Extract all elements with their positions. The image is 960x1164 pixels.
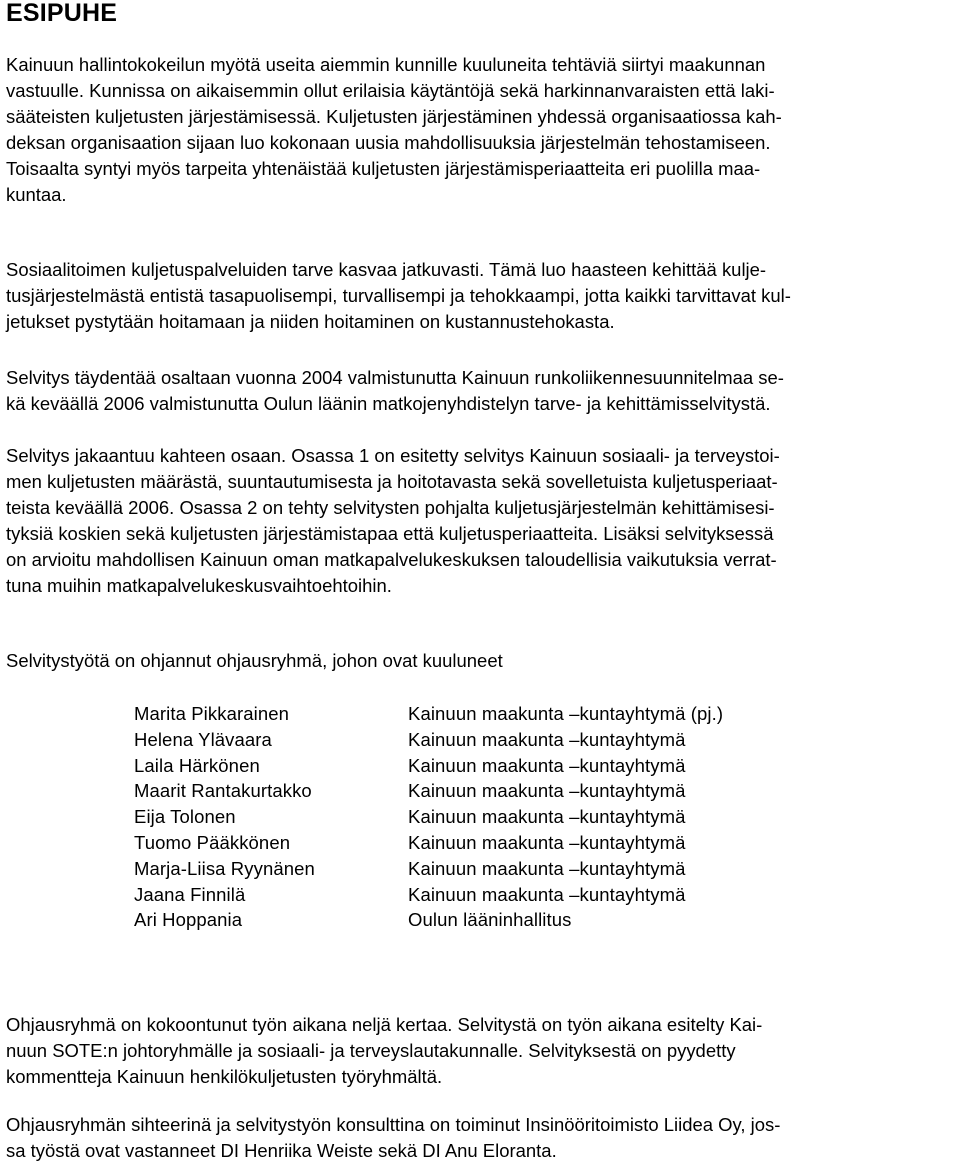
member-name: Marja-Liisa Ryynänen [134, 857, 315, 879]
paragraph-consultant [6, 1112, 956, 1164]
paragraph-transport-needs [6, 257, 956, 335]
member-row [134, 727, 834, 753]
text-line: sääteisten kuljetusten järjestämisessä. Kuljetusten järjestäminen yhdessä organisaatiossa kah- [6, 106, 782, 127]
member-row [134, 907, 834, 933]
text-line: Toisaalta syntyi myös tarpeita yhtenäistää kuljetusten järjestämisperiaatteita eri puolilla maa- [6, 158, 761, 179]
text-line: Selvitys täydentää osaltaan vuonna 2004 valmistunutta Kainuun runkoliikennesuunnitelmaa se- [6, 367, 784, 388]
text-line: men kuljetusten määrästä, suuntautumisesta ja hoitotavasta sekä sovelletuista kuljetusperiaat- [6, 471, 778, 492]
member-organization: Kainuun maakunta –kuntayhtymä [408, 883, 686, 905]
text-line: sa työstä ovat vastanneet DI Henriika Weiste sekä DI Anu Eloranta. [6, 1140, 557, 1161]
member-name: Eija Tolonen [134, 806, 236, 828]
member-row [134, 778, 834, 804]
text-line: Ohjausryhmä on kokoontunut työn aikana neljä kertaa. Selvitystä on työn aikana esitelty Kai- [6, 1014, 763, 1035]
text-line: tyksiä koskien sekä kuljetusten järjestämistapaa että kuljetusperiaatteita. Lisäksi selvityksessä [6, 523, 774, 544]
text-line: Selvitys jakaantuu kahteen osaan. Osassa 1 on esitetty selvitys Kainuun sosiaali- ja terveystoi- [6, 445, 780, 466]
text-line: on arvioitu mahdollisen Kainuun oman matkapalvelukeskuksen taloudellisia vaikutuksia verrat- [6, 549, 777, 570]
member-name: Helena Ylävaara [134, 728, 272, 750]
member-row [134, 856, 834, 882]
member-row [134, 701, 834, 727]
member-name: Ari Hoppania [134, 909, 243, 931]
member-organization: Kainuun maakunta –kuntayhtymä [408, 728, 686, 750]
member-row [134, 804, 834, 830]
member-name: Marita Pikkarainen [134, 703, 290, 724]
text-line: Sosiaalitoimen kuljetuspalveluiden tarve kasvaa jatkuvasti. Tämä luo haasteen kehittää kulje- [6, 259, 767, 280]
member-organization: Kainuun maakunta –kuntayhtymä (pj.) [408, 703, 724, 724]
paragraph-steering-intro [6, 648, 956, 674]
text-line: jetukset pystytään hoitamaan ja niiden hoitaminen on kustannustehokasta. [6, 311, 615, 332]
text-line: kommentteja Kainuun henkilökuljetusten työryhmältä. [6, 1066, 443, 1087]
text-line: Kainuun hallintokokeilun myötä useita aiemmin kunnille kuuluneita tehtäviä siirtyi maakunnan [6, 54, 766, 75]
member-name: Jaana Finnilä [134, 883, 246, 905]
member-name: Tuomo Pääkkönen [134, 831, 291, 853]
member-name: Maarit Rantakurtakko [134, 780, 312, 802]
text-line: kä keväällä 2006 valmistunutta Oulun läänin matkojenyhdistelyn tarve- ja kehittämisselvitystä. [6, 393, 771, 414]
text-line: tusjärjestelmästä entistä tasapuolisempi, turvallisempi ja tehokkaampi, jotta kaikki tarvittavat kul- [6, 285, 791, 306]
text-line: vastuulle. Kunnissa on aikaisemmin ollut erilaisia käytäntöjä sekä harkinnanvaraisten että laki- [6, 80, 775, 101]
member-row [134, 753, 834, 779]
member-name: Laila Härkönen [134, 754, 260, 776]
text-line: deksan organisaation sijaan luo kokonaan uusia mahdollisuuksia järjestelmän tehostamiseen. [6, 132, 771, 153]
page-title: ESIPUHE [6, 0, 118, 27]
member-organization: Oulun lääninhallitus [408, 909, 572, 931]
text-line: tuna muihin matkapalvelukeskusvaihtoehtoihin. [6, 575, 392, 596]
paragraph-meetings [6, 1012, 956, 1090]
member-organization: Kainuun maakunta –kuntayhtymä [408, 831, 686, 853]
paragraph-intro [6, 52, 956, 208]
member-organization: Kainuun maakunta –kuntayhtymä [408, 780, 686, 802]
member-organization: Kainuun maakunta –kuntayhtymä [408, 806, 686, 828]
paragraph-complements [6, 365, 956, 417]
member-organization: Kainuun maakunta –kuntayhtymä [408, 754, 686, 776]
text-line: Selvitystyötä on ohjannut ohjausryhmä, johon ovat kuuluneet [6, 650, 503, 671]
paragraph-structure [6, 443, 956, 599]
text-line: kuntaa. [6, 184, 67, 205]
member-organization: Kainuun maakunta –kuntayhtymä [408, 857, 686, 879]
text-line: teista keväällä 2006. Osassa 2 on tehty selvitysten pohjalta kuljetusjärjestelmän kehittämisesi- [6, 497, 775, 518]
member-row [134, 882, 834, 908]
text-line: nuun SOTE:n johtoryhmälle ja sosiaali- ja terveyslautakunnalle. Selvityksestä on pyydetty [6, 1040, 736, 1061]
member-row [134, 830, 834, 856]
text-line: Ohjausryhmän sihteerinä ja selvitystyön konsulttina on toiminut Insinööritoimisto Liidea Oy, jos- [6, 1114, 781, 1135]
steering-group-list [134, 701, 834, 933]
